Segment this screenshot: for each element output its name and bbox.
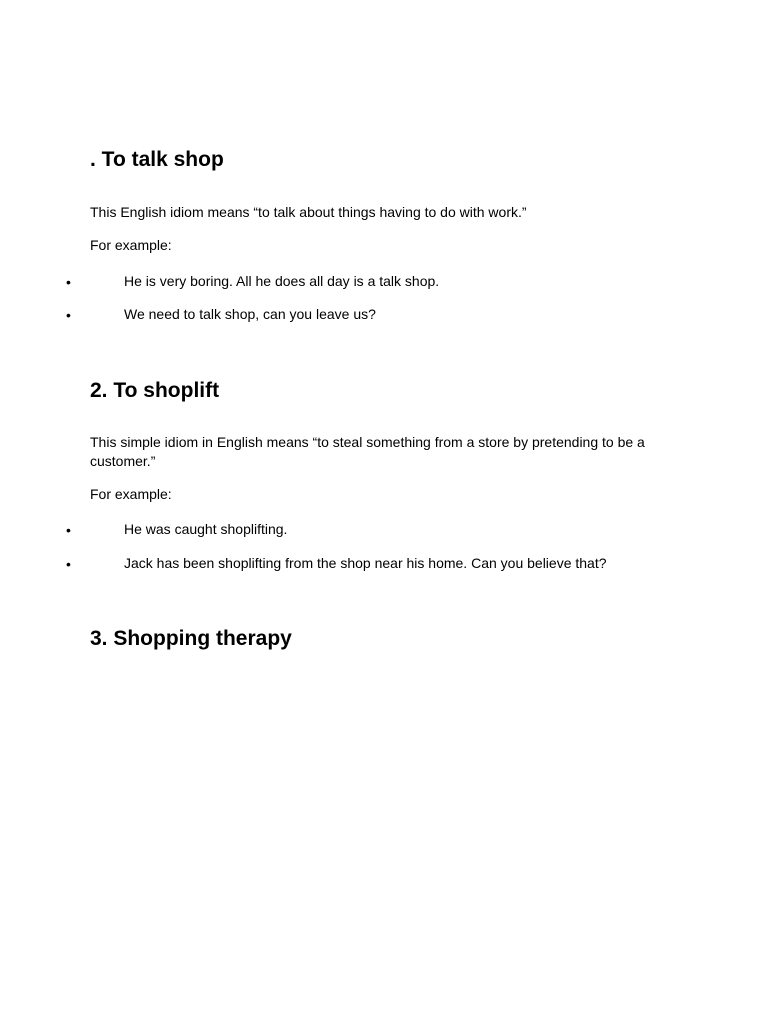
definition-paragraph: This simple idiom in English means “to steal something from a store by pretending to be a customer.” [90, 434, 645, 469]
section-heading: . To talk shop [90, 148, 224, 171]
example-text: He is very boring. All he does all day is a talk shop. [124, 273, 440, 289]
example-label: For example: [90, 237, 172, 253]
bullet-icon: • [66, 307, 71, 323]
example-label: For example: [90, 486, 172, 502]
example-text: We need to talk shop, can you leave us? [124, 306, 376, 322]
example-text: Jack has been shoplifting from the shop near his home. Can you believe that? [124, 555, 607, 571]
example-text: He was caught shoplifting. [124, 521, 288, 537]
definition-paragraph: This English idiom means “to talk about things having to do with work.” [90, 204, 527, 220]
bullet-icon: • [66, 556, 71, 572]
bullet-icon: • [66, 274, 71, 290]
bullet-icon: • [66, 522, 71, 538]
section-heading: 3. Shopping therapy [90, 627, 292, 650]
section-heading: 2. To shoplift [90, 379, 220, 402]
